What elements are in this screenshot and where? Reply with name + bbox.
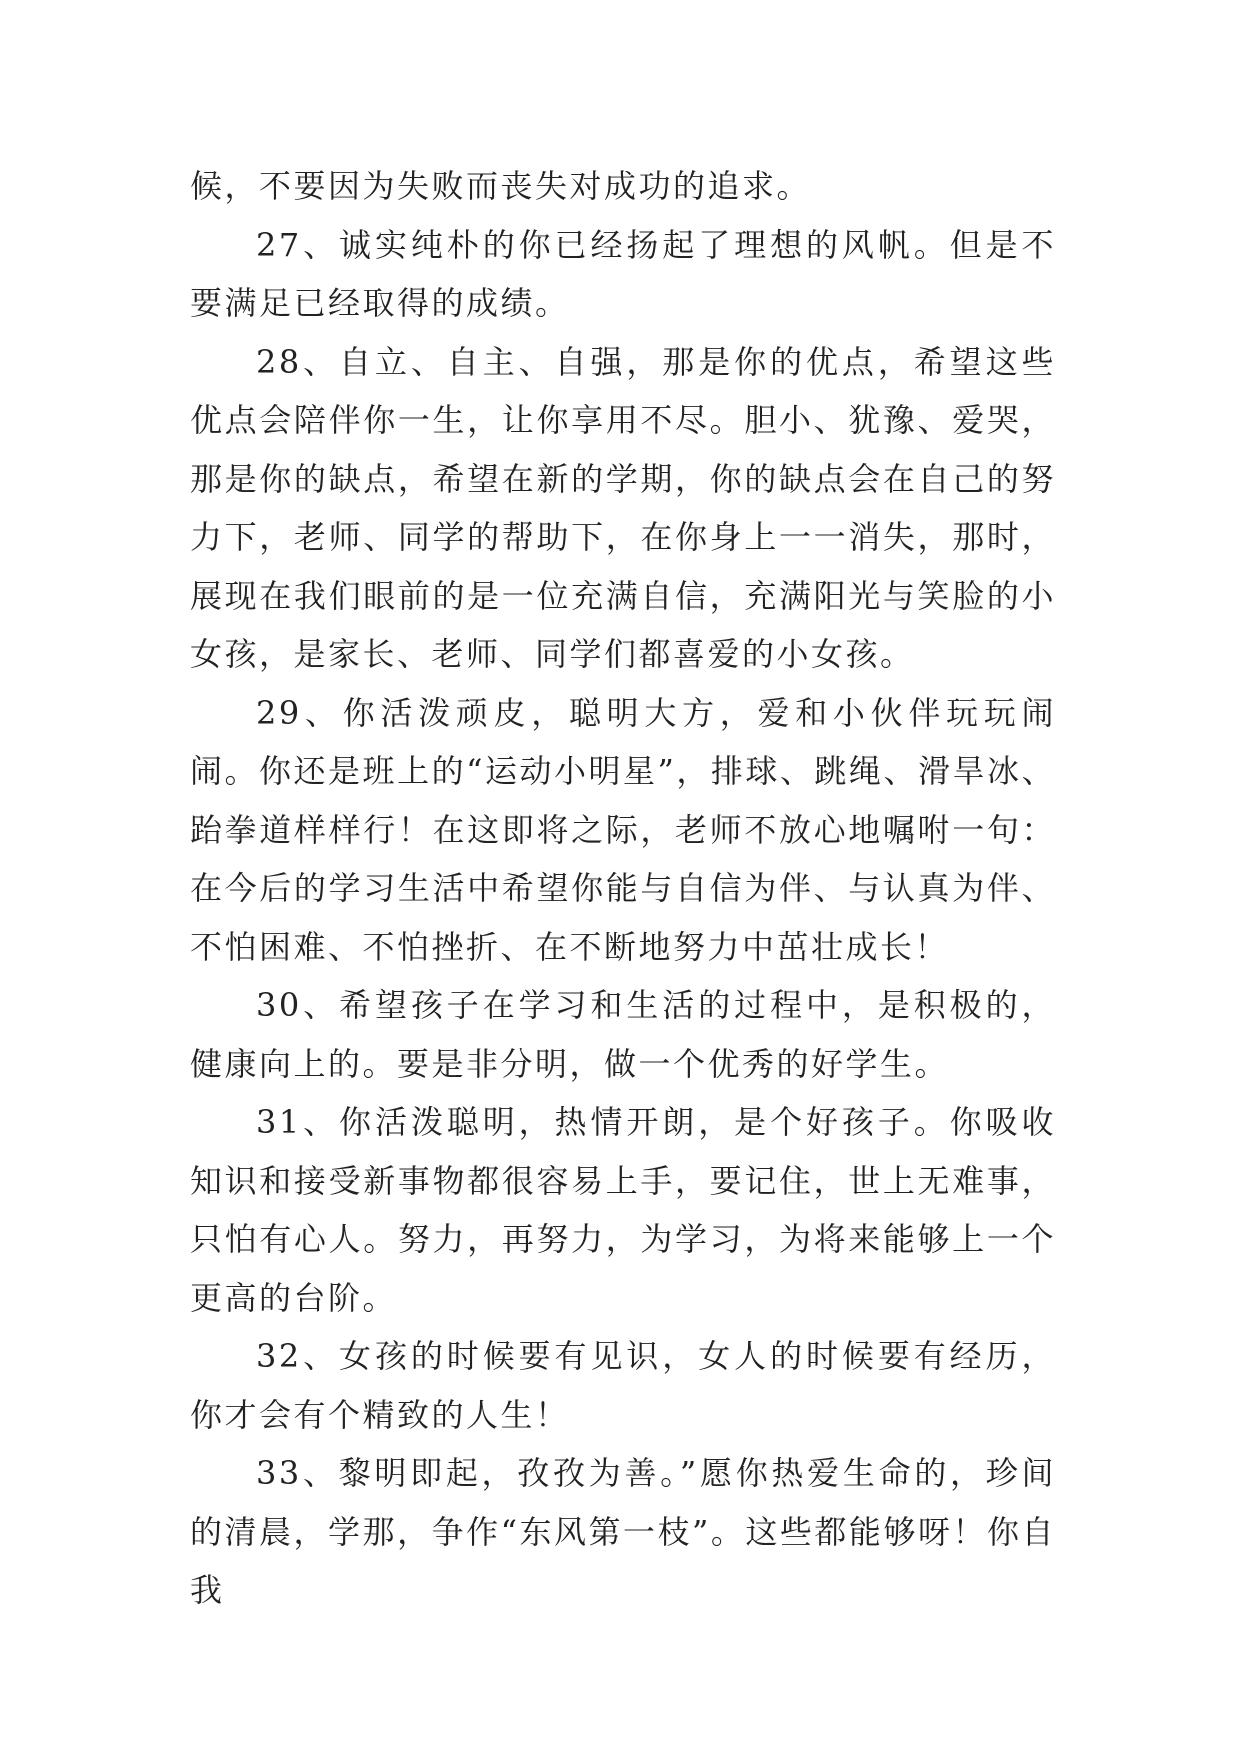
document-page xyxy=(190,157,1056,1620)
paragraph-32: 32、女孩的时候要有见识，女人的时候要有经历，你才会有个精致的人生！ xyxy=(190,1337,1056,1434)
paragraph-continuation: 候，不要因为失败而丧失对成功的追求。 xyxy=(190,167,812,205)
paragraph-27: 27、诚实纯朴的你已经扬起了理想的风帆。但是不要满足已经取得的成绩。 xyxy=(190,225,1056,322)
paragraph-29: 29、你活泼顽皮，聪明大方，爱和小伙伴玩玩闹闹。你还是班上的“运动小明星”，排球、跳绳、滑旱冰、跆拳道样样行！在这即将之际，老师不放心地嘱咐一句：在今后的学习生活中希望你能与自信为伴、与认真为伴、不怕困难、不怕挫折、在不断地努力中茁壮成长！ xyxy=(190,693,1056,966)
paragraph-31: 31、你活泼聪明，热情开朗，是个好孩子。你吸收知识和接受新事物都很容易上手，要记住，世上无难事，只怕有心人。努力，再努力，为学习，为将来能够上一个更高的台阶。 xyxy=(190,1103,1056,1317)
paragraph-30: 30、希望孩子在学习和生活的过程中，是积极的，健康向上的。要是非分明，做一个优秀的好学生。 xyxy=(190,986,1056,1083)
paragraph-28: 28、自立、自主、自强，那是你的优点，希望这些优点会陪伴你一生，让你享用不尽。胆小、犹豫、爱哭，那是你的缺点，希望在新的学期，你的缺点会在自己的努力下，老师、同学的帮助下，在你身上一一消失，那时，展现在我们眼前的是一位充满自信，充满阳光与笑脸的小女孩，是家长、老师、同学们都喜爱的小女孩。 xyxy=(190,342,1056,673)
paragraph-33: 33、黎明即起，孜孜为善。”愿你热爱生命的，珍间的清晨，学那，争作“东风第一枝”。这些都能够呀！你自我 xyxy=(190,1454,1056,1609)
